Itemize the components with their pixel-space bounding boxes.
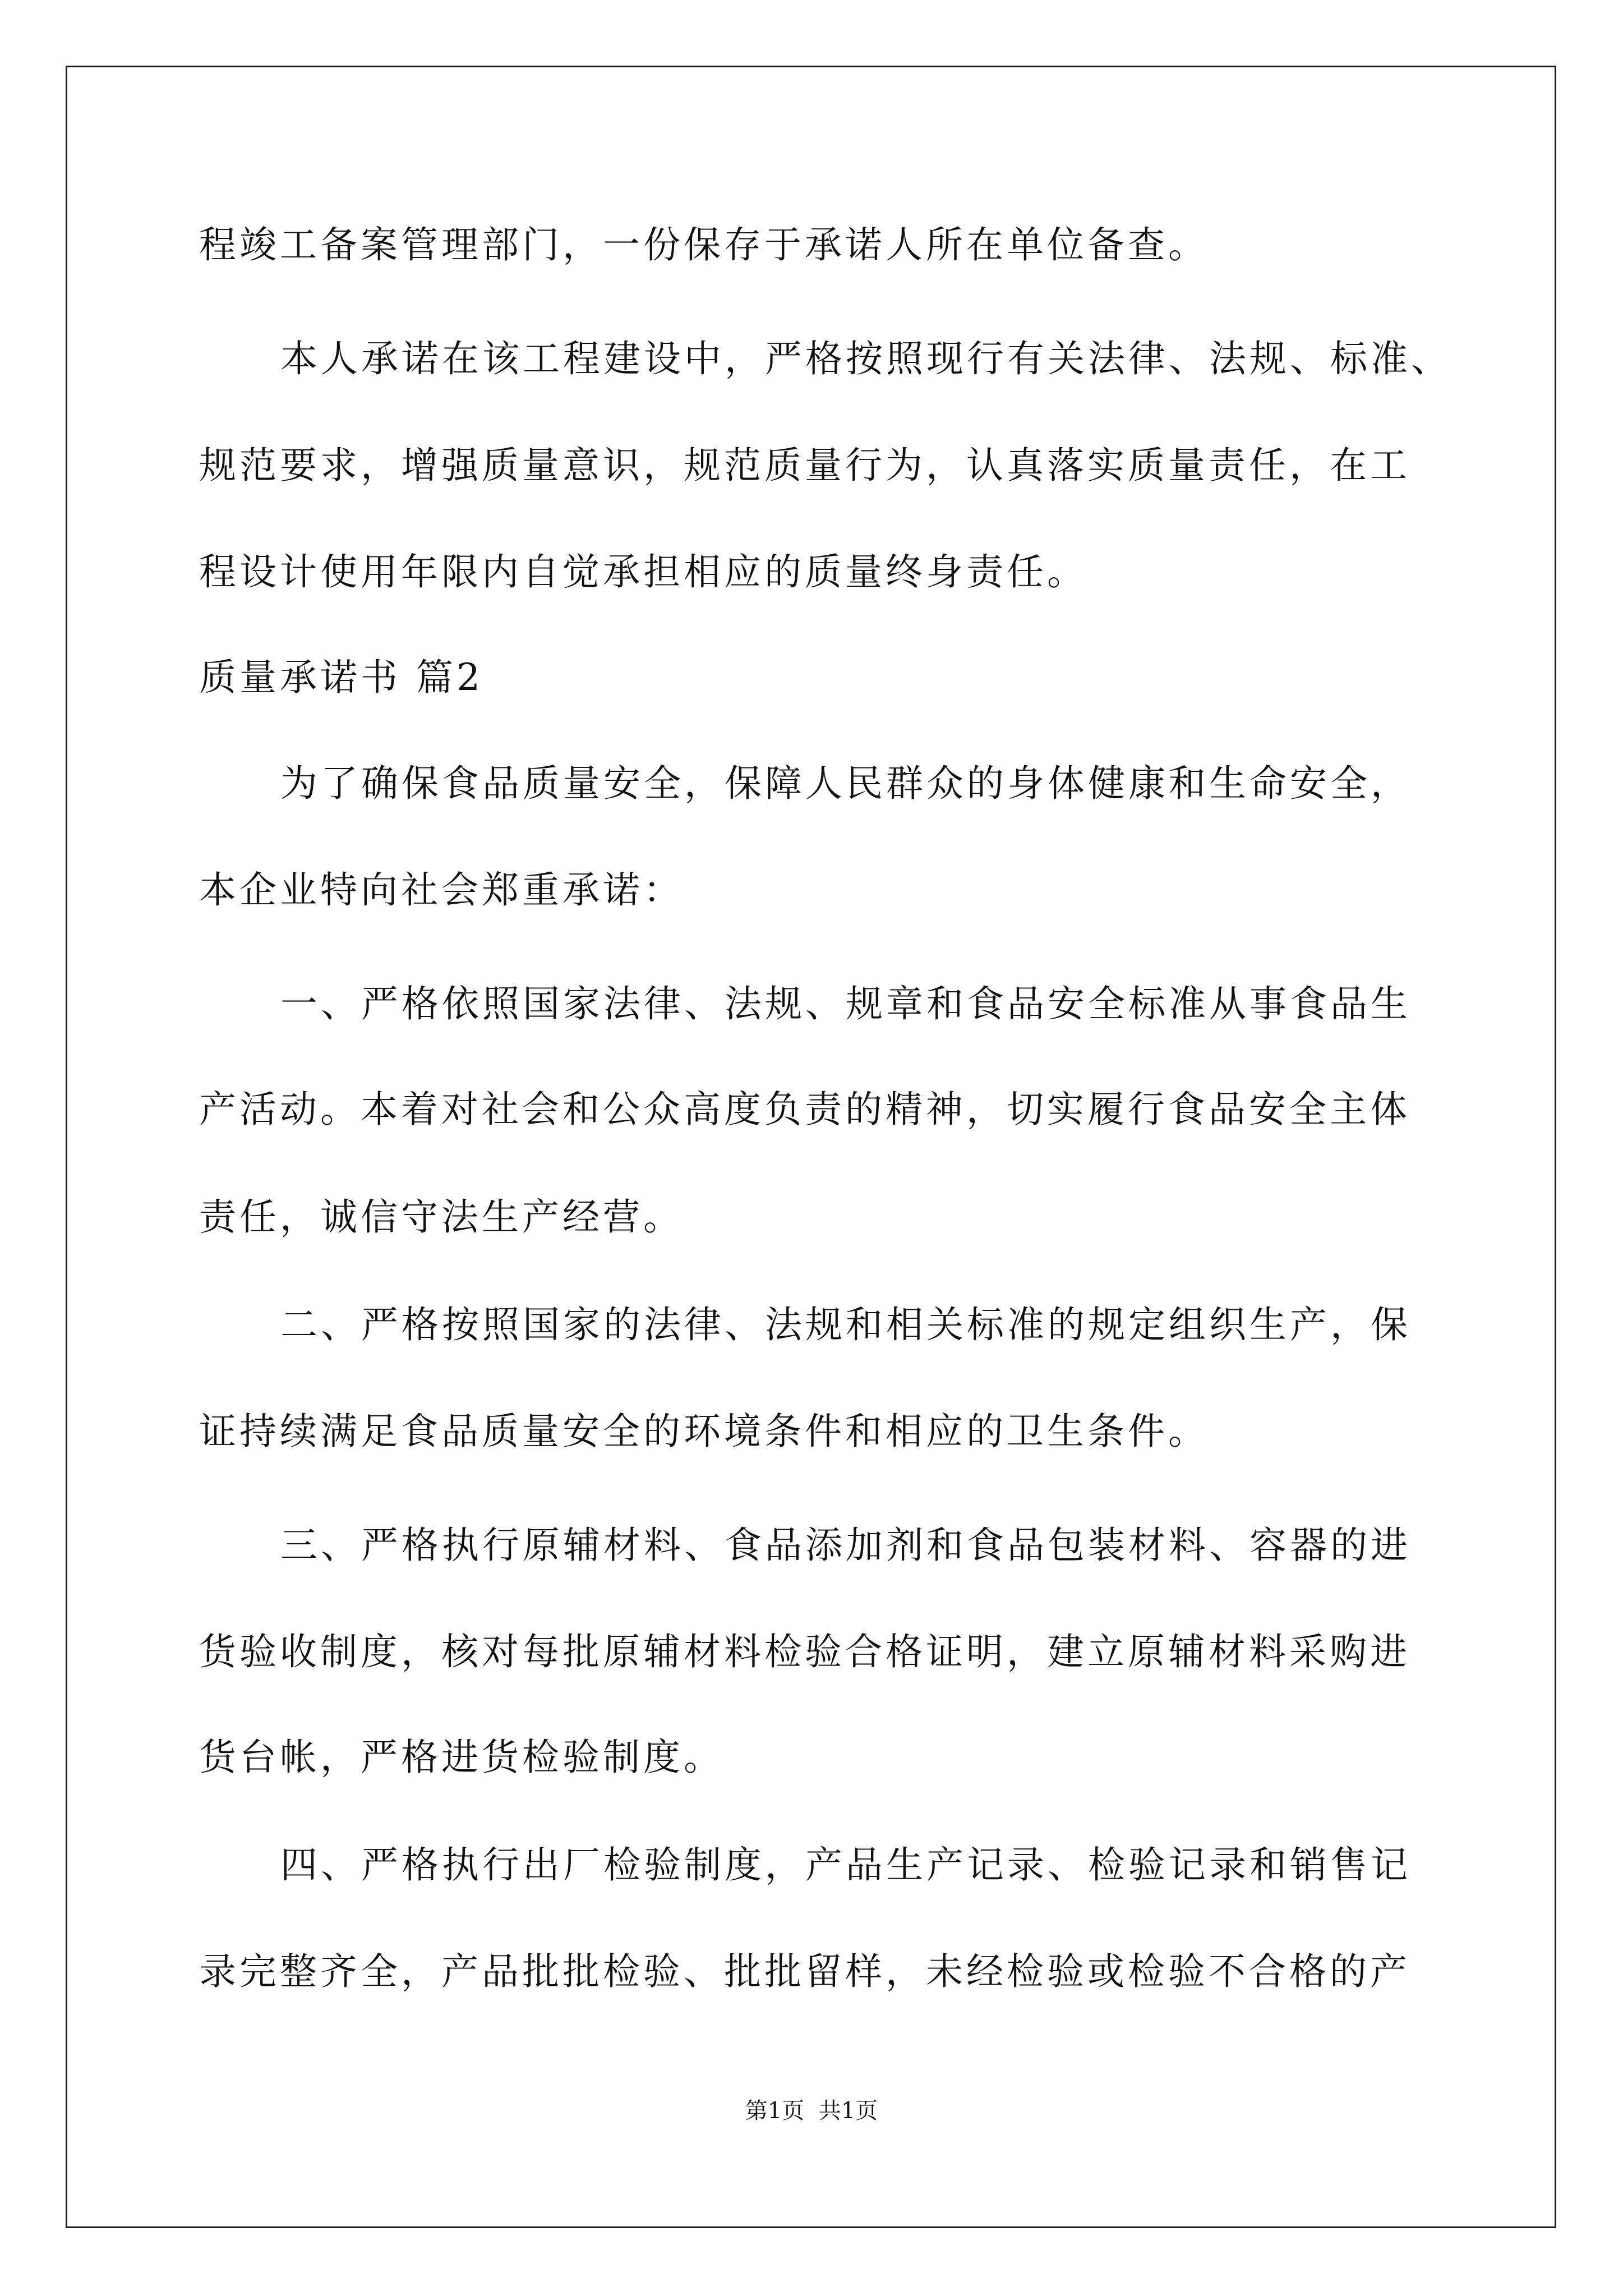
text-line: 三、严格执行原辅材料、食品添加剂和食品包装材料、容器的进	[280, 1524, 1411, 1567]
text-line: 二、严格按照国家的法律、法规和相关标准的规定组织生产，保	[280, 1303, 1411, 1346]
text-line: 程竣工备案管理部门，一份保存于承诺人所在单位备查。	[199, 223, 1209, 266]
page-border	[66, 66, 1556, 2228]
text-line: 货验收制度，核对每批原辅材料检验合格证明，建立原辅材料采购进	[199, 1630, 1410, 1673]
text-line: 证持续满足食品质量安全的环境条件和相应的卫生条件。	[199, 1410, 1209, 1453]
text-line: 责任，诚信守法生产经营。	[199, 1195, 684, 1239]
text-line: 录完整齐全，产品批批检验、批批留样，未经检验或检验不合格的产	[199, 1950, 1410, 1993]
section-heading: 质量承诺书 篇2	[199, 656, 483, 699]
text-line: 四、严格执行出厂检验制度，产品生产记录、检验记录和销售记	[280, 1843, 1411, 1887]
text-line: 货台帐，严格进货检验制度。	[199, 1736, 724, 1779]
text-line: 规范要求，增强质量意识，规范质量行为，认真落实质量责任，在工	[199, 444, 1410, 487]
page-footer: 第1页 共1页	[745, 2098, 878, 2124]
text-line: 一、严格依照国家法律、法规、规章和食品安全标准从事食品生	[280, 982, 1411, 1025]
text-line: 本人承诺在该工程建设中，严格按照现行有关法律、法规、标准、	[280, 337, 1451, 380]
text-line: 本企业特向社会郑重承诺：	[199, 868, 684, 912]
text-line: 程设计使用年限内自觉承担相应的质量终身责任。	[199, 550, 1087, 593]
text-line: 产活动。本着对社会和公众高度负责的精神，切实履行食品安全主体	[199, 1088, 1410, 1131]
text-line: 为了确保食品质量安全，保障人民群众的身体健康和生命安全，	[280, 762, 1411, 805]
